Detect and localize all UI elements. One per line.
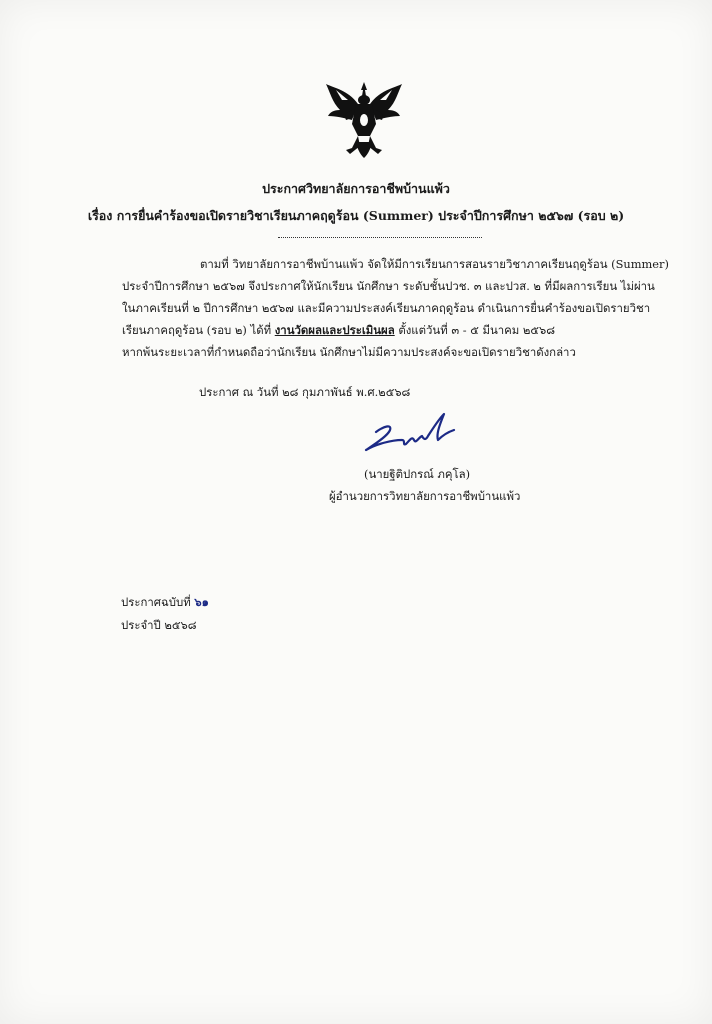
announcement-date: ประกาศ ณ วันที่ ๒๘ กุมภาพันธ์ พ.ศ.๒๕๖๘ [199,385,411,399]
body-line: ตามที่ วิทยาลัยการอาชีพบ้านแพ้ว จัดให้มีการเรียนการสอนรายวิชาภาคเรียนฤดูร้อน (Summer) [200,257,669,271]
issue-year: ประจำปี ๒๕๖๘ [121,618,197,632]
document-subject: เรื่อง การยื่นคำร้องขอเปิดรายวิชาเรียนภาคฤดูร้อน (Summer) ประจำปีการศึกษา ๒๕๖๗ (รอบ ๒) [87,208,625,223]
office-emphasis: งานวัดผลและประเมินผล [274,323,395,337]
signer-name: (นายฐิติปกรณ์ ภคุโล) [364,467,471,481]
body-line: ประจำปีการศึกษา ๒๕๖๗ จึงประกาศให้นักเรียน นักศึกษา ระดับชั้นปวช. ๓ และปวส. ๒ ที่มีผลการเรียน ไม่ผ่าน [122,279,655,293]
announcement-body [122,253,669,363]
signature-icon [362,410,458,456]
garuda-emblem-icon [322,80,406,160]
body-line-suffix: ตั้งแต่วันที่ ๓ - ๕ มีนาคม ๒๕๖๘ [398,323,556,337]
signer-title: ผู้อำนวยการวิทยาลัยการอาชีพบ้านแพ้ว [329,489,521,503]
issue-number-value: ๖๑ [194,595,209,609]
body-line: หากพ้นระยะเวลาที่กำหนดถือว่านักเรียน นักศึกษาไม่มีความประสงค์จะขอเปิดรายวิชาดังกล่าว [122,345,576,359]
body-line: ในภาคเรียนที่ ๒ ปีการศึกษา ๒๕๖๗ และมีความประสงค์เรียนภาคฤดูร้อน ดำเนินการยื่นคำร้องขอเปิดรายวิชา [122,301,651,315]
issue-number-label: ประกาศฉบับที่ [121,595,191,609]
issue-number [121,594,209,612]
body-line [122,319,654,341]
document-title: ประกาศวิทยาลัยการอาชีพบ้านแพ้ว [262,181,450,196]
body-line-prefix: เรียนภาคฤดูร้อน (รอบ ๒) ได้ที่ [122,323,272,337]
title-divider [278,237,482,238]
